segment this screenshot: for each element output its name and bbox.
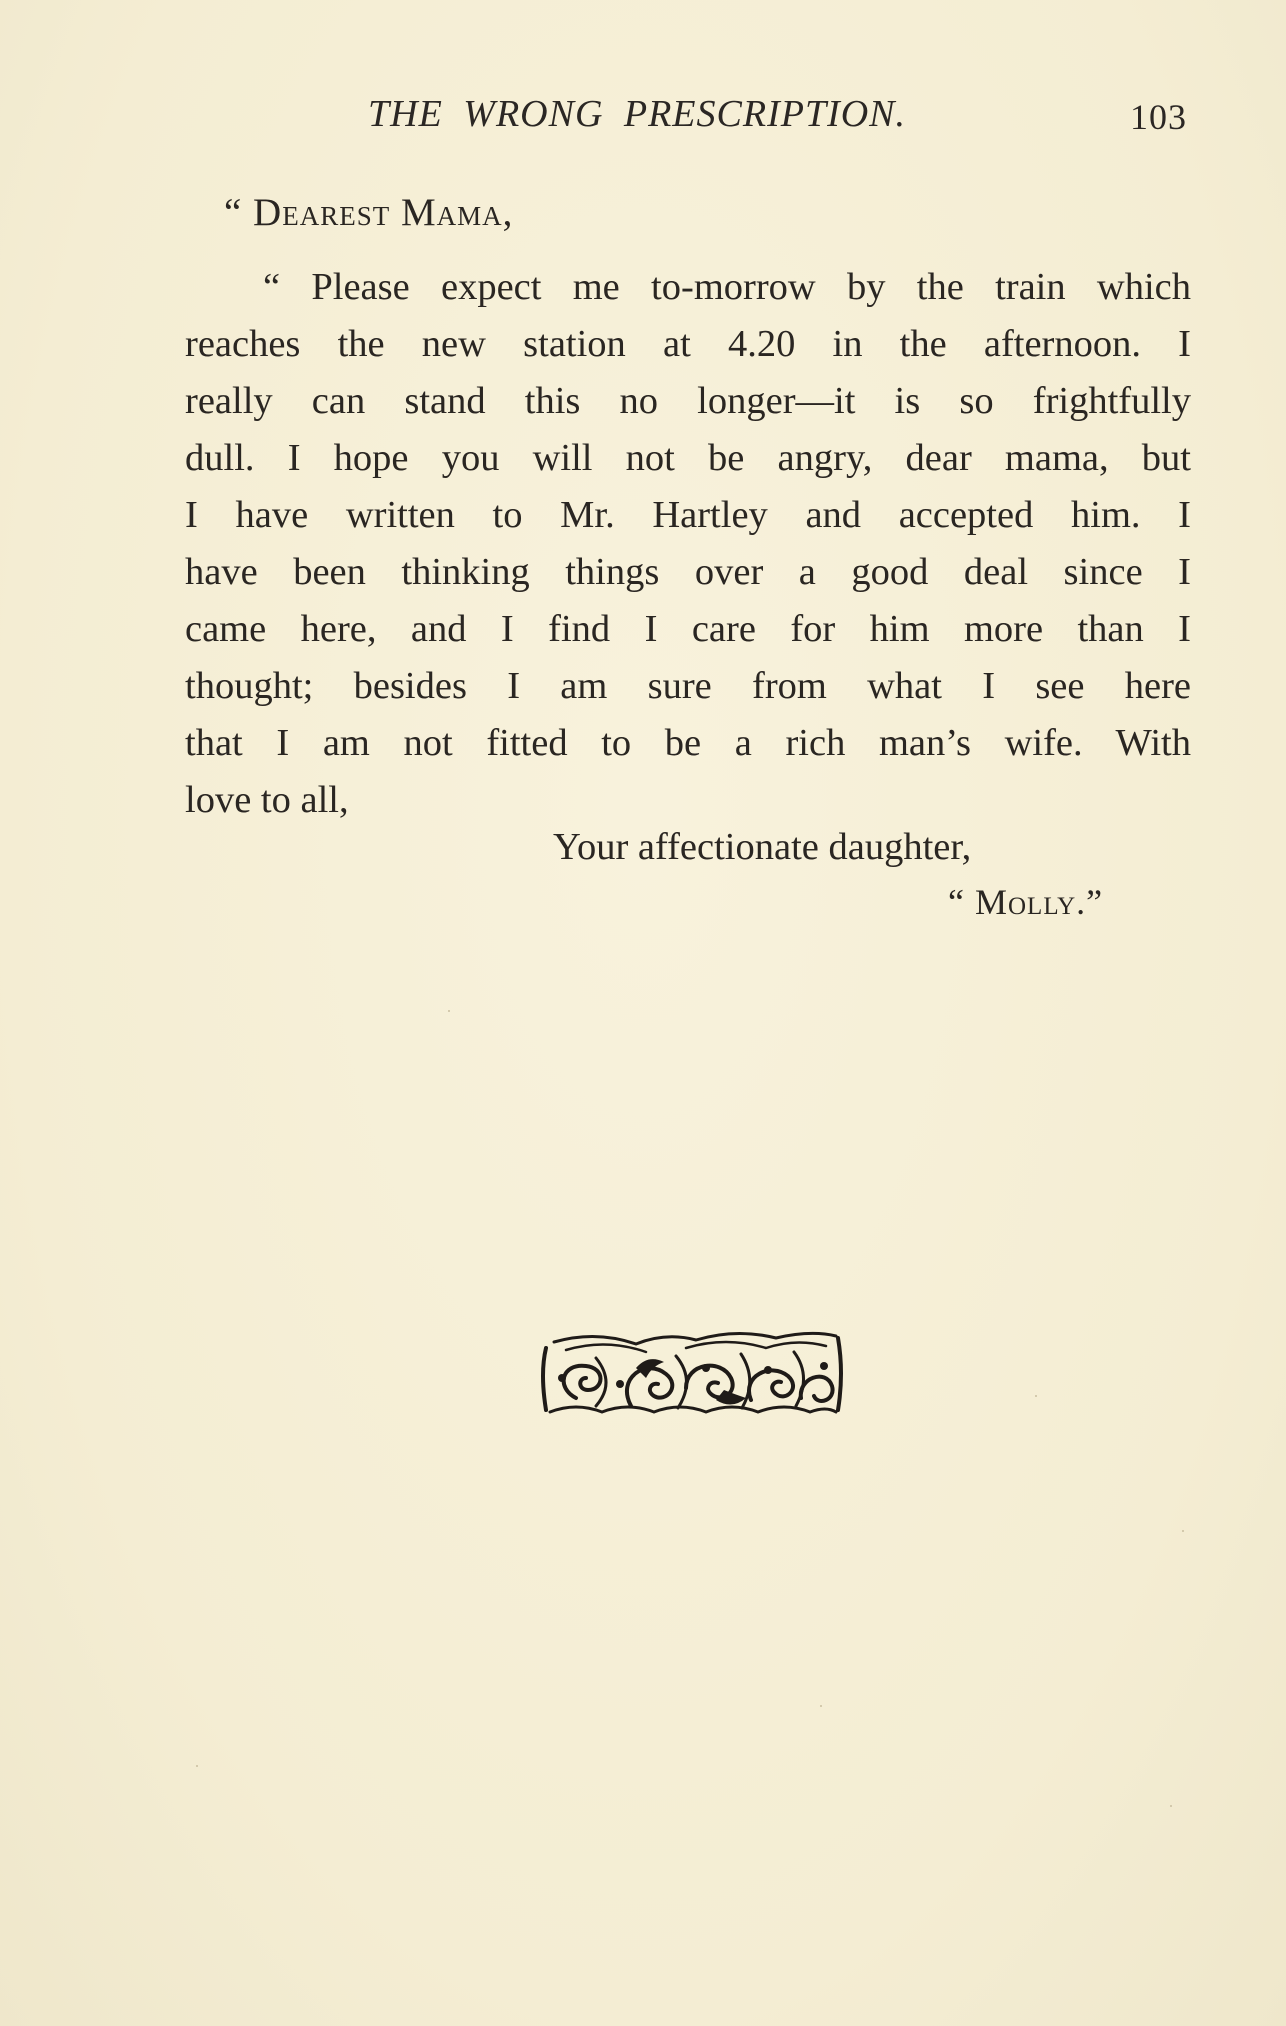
letter-line: dull. I hope you will not be angry, dear mama, but bbox=[185, 437, 1191, 479]
letter-signature: “ Molly.” bbox=[948, 882, 1104, 922]
letter-line: I have written to Mr. Hartley and accepted him. I bbox=[185, 494, 1191, 536]
paper-speck bbox=[448, 1010, 450, 1012]
letter-salutation: “ Dearest Mama, bbox=[224, 191, 514, 234]
letter-closing: Your affectionate daughter, bbox=[553, 826, 972, 868]
paper-speck bbox=[1182, 1530, 1184, 1532]
letter-line: really can stand this no longer—it is so frightfully bbox=[185, 380, 1191, 422]
letter-line: love to all, bbox=[185, 779, 349, 821]
paper-speck bbox=[1170, 1805, 1172, 1807]
letter-line: reaches the new station at 4.20 in the afternoon. I bbox=[185, 323, 1191, 365]
letter-line: came here, and I find I care for him more than I bbox=[185, 608, 1191, 650]
paper-speck bbox=[820, 1705, 822, 1707]
page-number: 103 bbox=[1130, 97, 1187, 137]
letter-body bbox=[185, 259, 1191, 829]
letter-line: “ Please expect me to-morrow by the train which bbox=[263, 266, 1191, 308]
paper-speck bbox=[196, 1765, 198, 1767]
paper-speck bbox=[1035, 1395, 1037, 1397]
letter-line: thought; besides I am sure from what I see here bbox=[185, 665, 1191, 707]
scroll-tailpiece-icon bbox=[536, 1328, 848, 1418]
letter-line: that I am not fitted to be a rich man’s wife. With bbox=[185, 722, 1191, 764]
letter-line: have been thinking things over a good deal since I bbox=[185, 551, 1191, 593]
running-title: THE WRONG PRESCRIPTION. bbox=[368, 93, 907, 135]
